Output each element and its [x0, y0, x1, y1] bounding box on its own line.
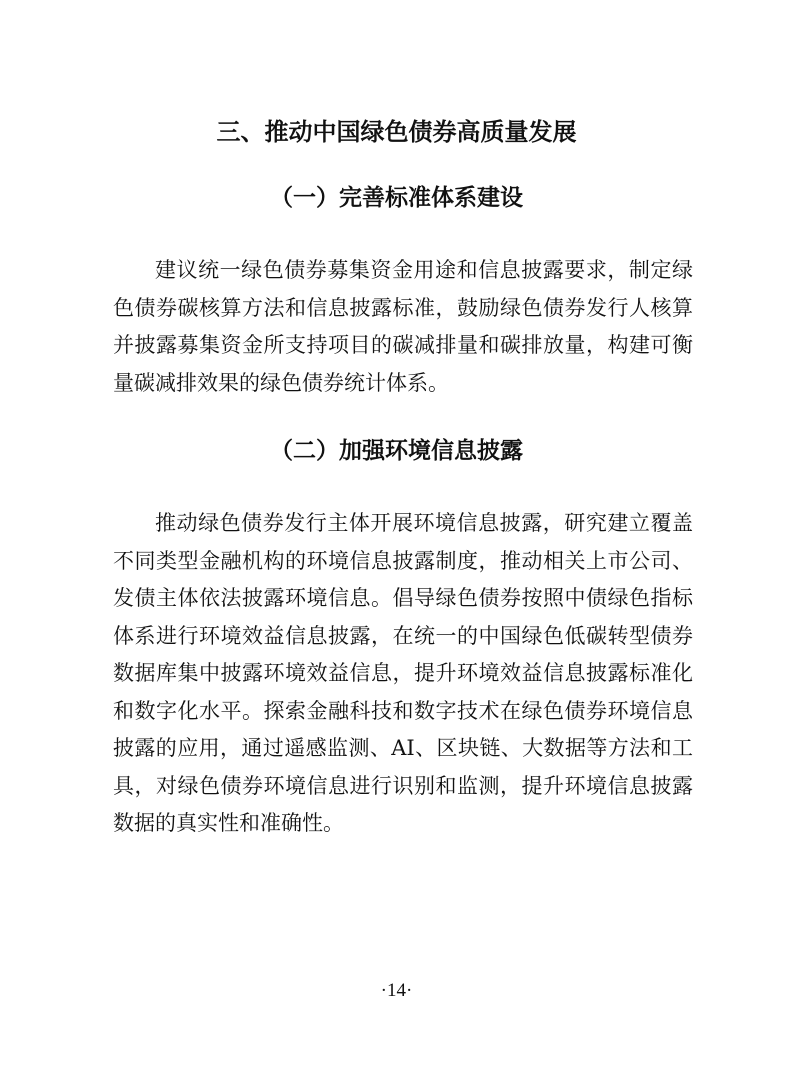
paragraph-line: 并披露募集资金所支持项目的碳减排量和碳排放量，构建可衡 — [113, 333, 693, 357]
paragraph-line: 数据库集中披露环境效益信息，提升环境效益信息披露标准化 — [113, 661, 693, 685]
subsection-title-standards: （一）完善标准体系建设 — [270, 184, 523, 211]
subsection-title-disclosure: （二）加强环境信息披露 — [270, 437, 523, 464]
paragraph-standards — [113, 252, 693, 402]
paragraph-line: 数据的真实性和准确性。 — [113, 811, 344, 835]
paragraph-disclosure — [113, 505, 693, 843]
paragraph-line: 发债主体依法披露环境信息。倡导绿色债券按照中债绿色指标 — [113, 586, 693, 610]
paragraph-line: 具，对绿色债券环境信息进行识别和监测，提升环境信息披露 — [113, 773, 693, 798]
paragraph-line: 量碳减排效果的绿色债券统计体系。 — [113, 370, 449, 395]
paragraph-line: 不同类型金融机构的环境信息披露制度，推动相关上市公司、 — [113, 548, 693, 573]
paragraph-line: 推动绿色债券发行主体开展环境信息披露，研究建立覆盖 — [155, 511, 693, 535]
paragraph-line: 色债券碳核算方法和信息披露标准，鼓励绿色债券发行人核算 — [113, 295, 693, 320]
paragraph-line: 披露的应用，通过遥感监测、AI、区块链、大数据等方法和工 — [113, 736, 693, 760]
paragraph-line: 体系进行环境效益信息披露，在统一的中国绿色低碳转型债券 — [113, 623, 693, 648]
page-number: ·14· — [380, 980, 413, 1001]
paragraph-line: 建议统一绿色债券募集资金用途和信息披露要求，制定绿 — [155, 258, 693, 282]
section-title: 三、推动中国绿色债券高质量发展 — [216, 117, 577, 146]
paragraph-line: 和数字化水平。探索金融科技和数字技术在绿色债券环境信息 — [113, 698, 693, 723]
